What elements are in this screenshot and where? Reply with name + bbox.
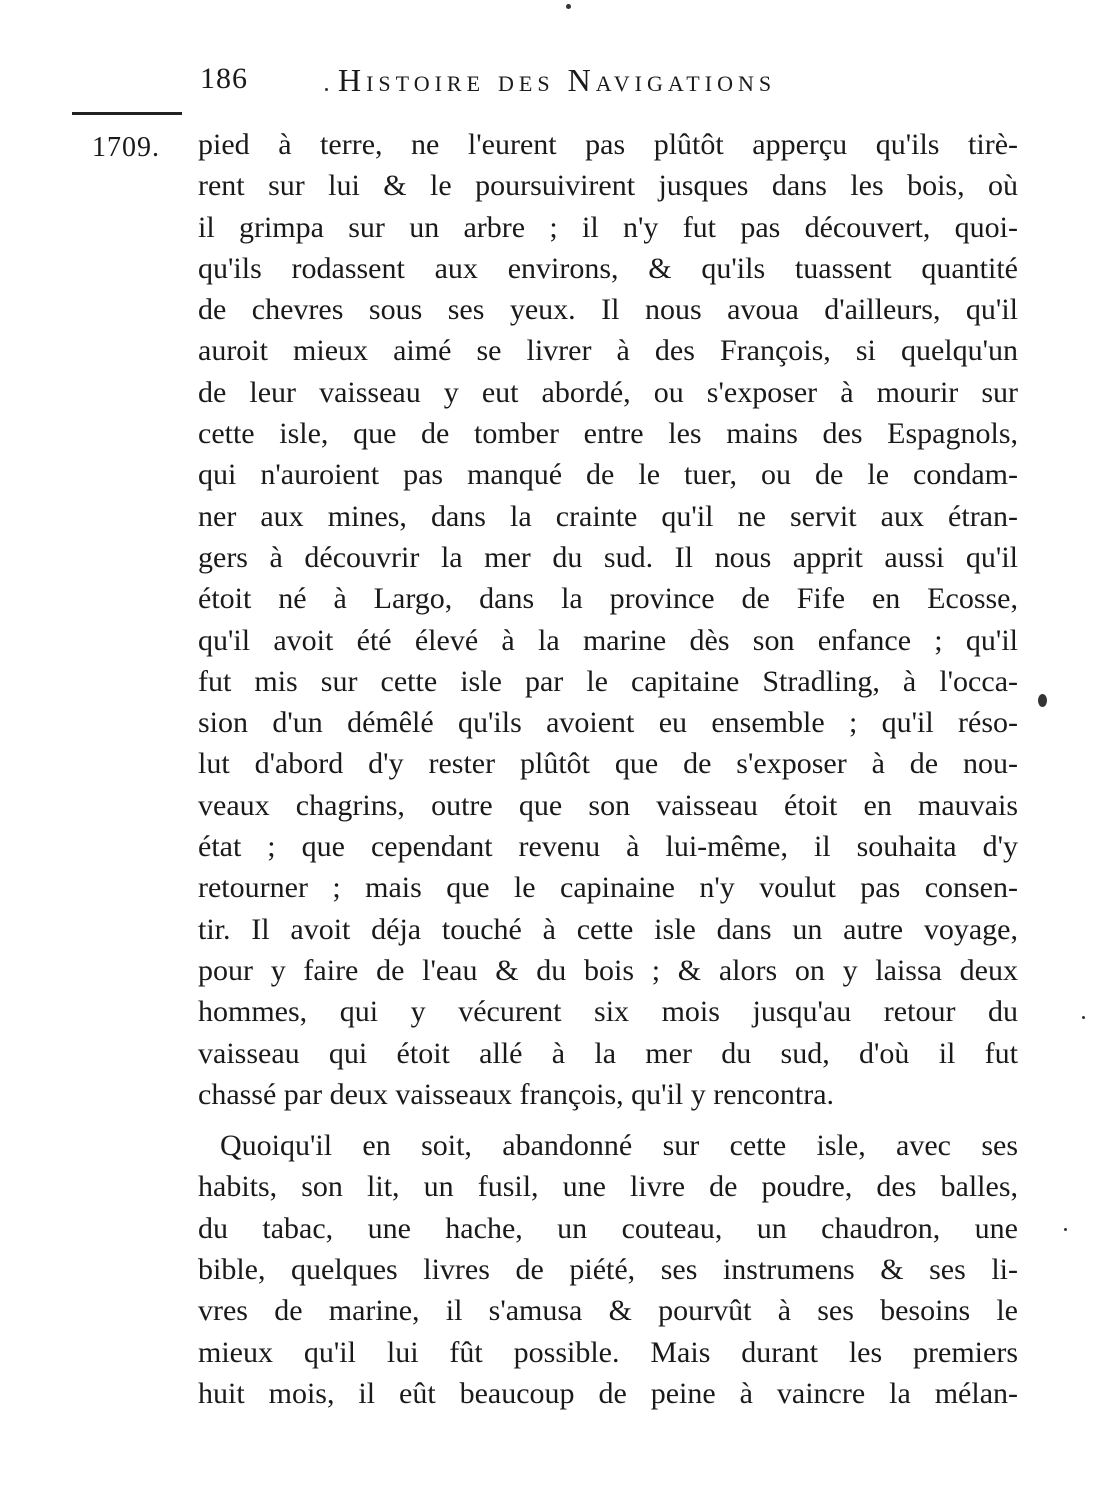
text-line: qu'ils rodassent aux environs, & qu'ils tuassent quantité [198, 251, 1018, 285]
text-line: gers à découvrir la mer du sud. Il nous apprit aussi qu'il [198, 540, 1018, 574]
text-line: cette isle, que de tomber entre les mains des Espagnols, [198, 417, 1018, 451]
text-line: vres de marine, il s'amusa & pourvût à ses besoins le [198, 1294, 1018, 1328]
text-line: pied à terre, ne l'eurent pas plûtôt apperçu qu'ils tirè- [198, 128, 1018, 161]
text-line: il grimpa sur un arbre ; il n'y fut pas découvert, quoi- [198, 210, 1018, 244]
text-line: habits, son lit, un fusil, une livre de poudre, des balles, [198, 1170, 1018, 1204]
text-line: chassé par deux vaisseaux françois, qu'il y rencontra. [198, 1077, 835, 1111]
text-line: vaisseau qui étoit allé à la mer du sud, d'où il fut [198, 1036, 1018, 1070]
ink-speck [1064, 1228, 1067, 1231]
text-line: hommes, qui y vécurent six mois jusqu'au retour du [198, 995, 1018, 1029]
text-line: fut mis sur cette isle par le capitaine Stradling, à l'occa- [198, 664, 1018, 698]
text-line: pour y faire de l'eau & du bois ; & alors on y laissa deux [198, 953, 1018, 987]
margin-rule [72, 112, 182, 115]
text-line: état ; que cependant revenu à lui-même, il souhaita d'y [198, 830, 1018, 864]
text-line: tir. Il avoit déja touché à cette isle dans un autre voyage, [198, 912, 1018, 946]
text-line: de leur vaisseau y eut abordé, ou s'exposer à mourir sur [198, 375, 1018, 409]
text-line: Quoiqu'il en soit, abandonné sur cette isle, avec ses [220, 1129, 1018, 1163]
ink-speck [325, 88, 328, 91]
text-line: ner aux mines, dans la crainte qu'il ne servit aux étran- [198, 499, 1018, 533]
text-line: de chevres sous ses yeux. Il nous avoua d'ailleurs, qu'il [198, 293, 1018, 327]
text-line: veaux chagrins, outre que son vaisseau étoit en mauvais [198, 788, 1018, 822]
text-line: huit mois, il eût beaucoup de peine à vaincre la mélan- [198, 1376, 1018, 1410]
running-header [200, 62, 960, 112]
ink-speck [566, 4, 571, 9]
running-title: Histoire des Navigations [338, 62, 777, 98]
paragraph-2 [198, 1125, 1018, 1414]
text-line: rent sur lui & le poursuivirent jusques dans les bois, où [198, 169, 1018, 203]
text-line: qu'il avoit été élevé à la marine dès son enfance ; qu'il [198, 623, 1018, 657]
ink-speck [1038, 694, 1047, 707]
text-line: bible, quelques livres de piété, ses instrumens & ses li- [198, 1253, 1018, 1287]
margin-year: 1709. [92, 132, 160, 163]
text-line: auroit mieux aimé se livrer à des François, si quelqu'un [198, 334, 1018, 368]
text-line: sion d'un démêlé qu'ils avoient eu ensemble ; qu'il réso- [198, 706, 1018, 740]
paragraph-1 [198, 124, 1018, 1115]
page-number: 186 [200, 62, 248, 95]
text-line: retourner ; mais que le capinaine n'y voulut pas consen- [198, 871, 1018, 905]
body-text [198, 124, 1018, 1414]
text-line: lut d'abord d'y rester plûtôt que de s'exposer à de nou- [198, 747, 1018, 781]
text-line: étoit né à Largo, dans la province de Fife en Ecosse, [198, 582, 1018, 616]
ink-speck [1082, 1016, 1085, 1019]
text-line: mieux qu'il lui fût possible. Mais durant les premiers [198, 1335, 1018, 1369]
text-line: qui n'auroient pas manqué de le tuer, ou de le condam- [198, 458, 1018, 492]
text-line: du tabac, une hache, un couteau, un chaudron, une [198, 1211, 1018, 1245]
